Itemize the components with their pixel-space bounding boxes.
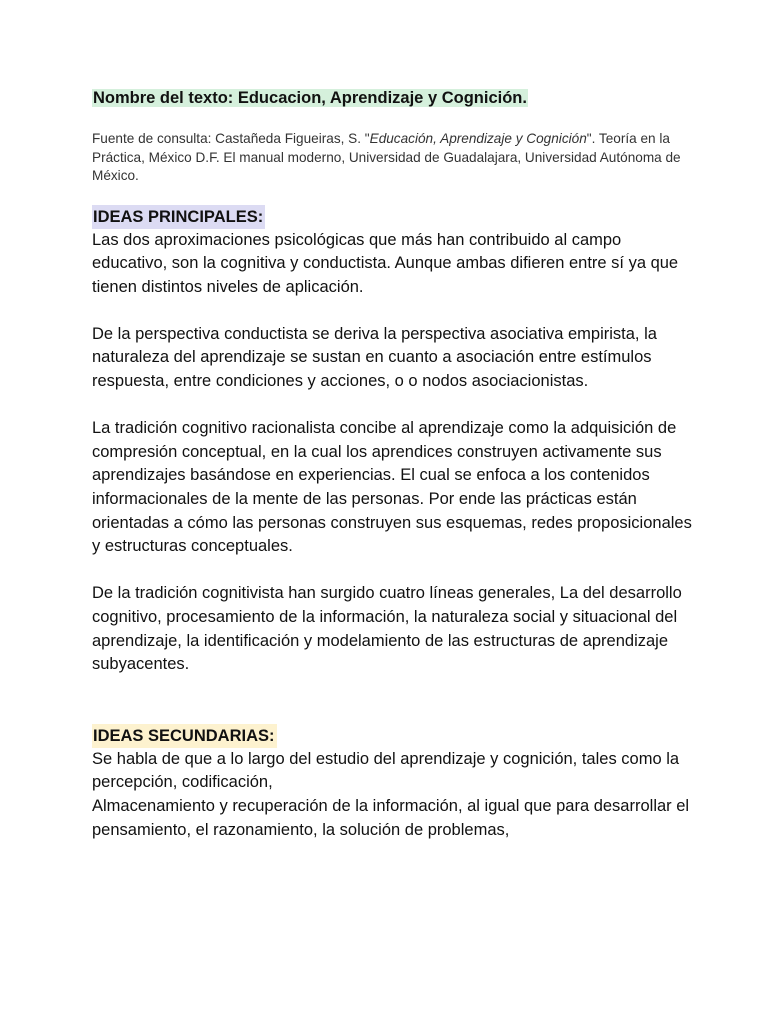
source-book-title: Educación, Aprendizaje y Cognición [369,131,587,146]
principales-paragraph-2: De la perspectiva conductista se deriva la perspectiva asociativa empirista, la naturaleza del aprendizaje se sustan en cuanto a asociación entre estímulos respuesta, entre condiciones y acciones, o o nodos asociacionistas. [92,324,657,391]
document-page [92,86,692,842]
source-prefix: Fuente de consulta: Castañeda Figueiras, S. " [92,131,370,146]
secundarias-line-1: Se habla de que a lo largo del estudio del aprendizaje y cognición, tales como la percepción, codificación, [92,749,680,792]
section-spacer [92,677,692,724]
ideas-principales-heading: IDEAS PRINCIPALES: [92,205,265,229]
principales-paragraph-1: Las dos aproximaciones psicológicas que más han contribuido al campo educativo, son la cognitiva y conductista. Aunque ambas difieren entre sí ya que tienen distintos niveles de aplicación. [92,230,679,296]
document-title: Nombre del texto: Educacion, Aprendizaje y Cognición. [93,89,527,107]
ideas-secundarias-heading: IDEAS SECUNDARIAS: [92,724,277,748]
paragraph-spacer [92,559,692,583]
paragraph-spacer [92,394,692,418]
paragraph-spacer [92,299,692,323]
source-citation [92,130,684,186]
principales-paragraph-3: La tradición cognitivo racionalista concibe al aprendizaje como la adquisición de compresión conceptual, en la cual los aprendices construyen activamente sus aprendizajes basándose en experiencias. El cual se enfoca a los contenidos informacionales de la mente de las personas. Por ende las prácticas están orientadas a cómo las personas construyen sus esquemas, redes proposicionales y estructuras conceptuales. [92,419,692,556]
secundarias-line-2: Almacenamiento y recuperación de la información, al igual que para desarrollar el pensamiento, el razonamiento, la solución de problemas, [92,796,690,839]
source-suffix: ". Teoría en la Práctica, México D.F. El manual moderno, Universidad de Guadalajara, Universidad Autónoma de México. [92,131,681,183]
document-title-line [92,86,692,110]
principales-paragraph-4: De la tradición cognitivista han surgido cuatro líneas generales, La del desarrollo cognitivo, procesamiento de la información, la naturaleza social y situacional del aprendizaje, la identificación y modelamiento de las estructuras de aprendizaje subyacentes. [92,584,682,674]
